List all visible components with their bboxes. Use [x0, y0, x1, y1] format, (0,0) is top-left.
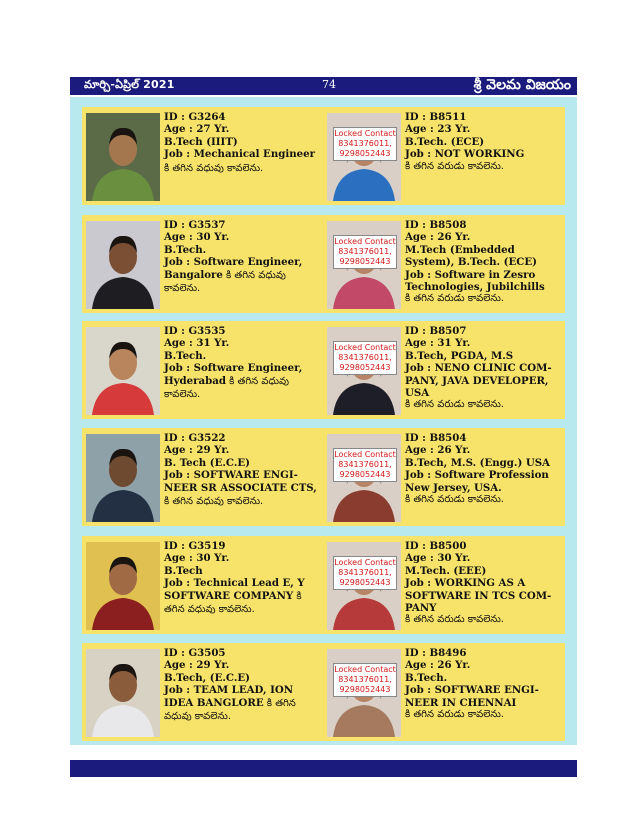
locked-contact-badge — [333, 341, 397, 375]
profile-age: Age : 26 Yr. — [405, 659, 471, 672]
profile-request: కి తగిన వరుడు కావలెను. — [405, 399, 504, 411]
profile-id: ID : G3519 — [164, 540, 226, 552]
profile-request: కి తగిన వరుడు కావలెను. — [405, 494, 504, 506]
locked-contact-line3: 9298052443 — [339, 257, 391, 266]
locked-contact-line2: 8341376011, — [338, 460, 392, 469]
bride-photo — [327, 221, 401, 309]
profile-job-line — [164, 362, 321, 401]
listings-panel — [70, 97, 577, 745]
locked-contact-badge — [333, 556, 397, 590]
groom-card — [82, 107, 324, 205]
profile-job: Job : NENO CLINIC COM-PANY, JAVA DEVELOPER, USA — [405, 362, 552, 400]
bride-card — [323, 643, 565, 741]
profile-job-line — [164, 469, 321, 508]
profile-age: Age : 29 Yr. — [164, 444, 230, 457]
profile-job-line — [164, 256, 321, 295]
issue-date: మార్చి-ఏప్రిల్ 2021 — [84, 78, 175, 91]
profile-job: Job : SOFTWARE ENGI-NEER SR ASSOCIATE CTS, — [164, 469, 317, 494]
profile-job-line — [164, 577, 321, 616]
profile-info — [405, 111, 562, 173]
page-header — [70, 77, 577, 95]
profile-request: కి తగిన వరుడు కావలెను. — [405, 614, 504, 626]
profile-age: Age : 30 Yr. — [405, 552, 471, 565]
profile-id: ID : B8511 — [405, 111, 467, 123]
profile-education: B.Tech — [164, 564, 203, 577]
bride-card — [323, 215, 565, 313]
profile-education: B.Tech. — [164, 349, 207, 362]
profile-age: Age : 30 Yr. — [164, 552, 230, 565]
profile-job-line — [405, 269, 562, 294]
profile-id: ID : G3264 — [164, 111, 226, 123]
profile-request: కి తగిన వధువు కావలెను. — [164, 375, 289, 401]
profile-info — [405, 432, 562, 506]
profile-id: ID : G3505 — [164, 647, 226, 659]
profile-job: Job : NOT WORKING — [405, 148, 525, 161]
locked-contact-line3: 9298052443 — [339, 685, 391, 694]
locked-contact-line1: Locked Contact — [334, 129, 396, 138]
profile-request: కి తగిన వధువు కావలెను. — [164, 269, 286, 295]
locked-contact-badge — [333, 663, 397, 697]
profile-info — [164, 219, 321, 295]
profile-age: Age : 30 Yr. — [164, 231, 230, 244]
profile-age: Age : 31 Yr. — [405, 337, 471, 350]
profile-job: Job : SOFTWARE ENGI-NEER IN CHENNAI — [405, 684, 539, 709]
profile-request: కి తగిన వధువు కావలెను. — [164, 162, 264, 174]
profile-info — [164, 111, 321, 175]
profile-job-line — [405, 148, 562, 160]
profile-education: B.Tech (IIIT) — [164, 135, 238, 148]
locked-contact-line3: 9298052443 — [339, 470, 391, 479]
profile-job: Job : WORKING AS A SOFTWARE IN TCS COM-PANY — [405, 577, 552, 615]
bride-card — [323, 536, 565, 634]
locked-contact-line3: 9298052443 — [339, 363, 391, 372]
profile-id: ID : G3522 — [164, 432, 226, 444]
page-number: 74 — [322, 78, 336, 91]
profile-job-line — [164, 684, 321, 723]
locked-contact-line2: 8341376011, — [338, 353, 392, 362]
profile-job-line — [405, 577, 562, 614]
locked-contact-line2: 8341376011, — [338, 675, 392, 684]
profile-job-line — [405, 469, 562, 494]
profile-info — [405, 647, 562, 721]
bride-card — [323, 428, 565, 526]
profile-info — [164, 432, 321, 508]
bride-photo — [327, 327, 401, 415]
locked-contact-badge — [333, 127, 397, 161]
groom-card — [82, 428, 324, 526]
groom-photo — [86, 113, 160, 201]
profile-info — [405, 540, 562, 627]
locked-contact-line1: Locked Contact — [334, 665, 396, 674]
profile-request: కి తగిన వధువు కావలెను. — [164, 496, 264, 508]
locked-contact-line3: 9298052443 — [339, 149, 391, 158]
locked-contact-line1: Locked Contact — [334, 343, 396, 352]
profile-job-line — [164, 148, 321, 175]
profile-age: Age : 31 Yr. — [164, 337, 230, 350]
profile-info — [164, 540, 321, 616]
profile-id: ID : G3535 — [164, 325, 226, 337]
groom-card — [82, 215, 324, 313]
profile-info — [405, 325, 562, 412]
profile-request: కి తగిన వరుడు కావలెను. — [405, 293, 504, 305]
profile-job: Job : TEAM LEAD, ION IDEA BANGLORE — [164, 684, 294, 709]
profile-job: Job : Software Profession New Jersey, USA. — [405, 469, 549, 494]
profile-id: ID : B8504 — [405, 432, 467, 444]
profile-id: ID : B8496 — [405, 647, 467, 659]
profile-education: M.Tech. (EEE) — [405, 564, 487, 577]
profile-job: Job : Software Engineer, Hyderabad — [164, 362, 303, 387]
profile-info — [164, 647, 321, 723]
profile-education: B.Tech, (E.C.E) — [164, 671, 250, 684]
locked-contact-line2: 8341376011, — [338, 247, 392, 256]
groom-photo — [86, 434, 160, 522]
profile-request: కి తగిన వరుడు కావలెను. — [405, 160, 504, 172]
bride-card — [323, 321, 565, 419]
profile-education: B.Tech. — [164, 243, 207, 256]
profile-job: Job : Mechanical Engineer — [164, 148, 315, 161]
profile-info — [405, 219, 562, 306]
locked-contact-line2: 8341376011, — [338, 568, 392, 577]
groom-card — [82, 536, 324, 634]
groom-photo — [86, 327, 160, 415]
profile-education: B. Tech (E.C.E) — [164, 456, 250, 469]
profile-job: Job : Software Engineer, Bangalore — [164, 256, 303, 281]
locked-contact-line1: Locked Contact — [334, 237, 396, 246]
profile-request: కి తగిన వధువు కావలెను. — [164, 697, 296, 723]
profile-job: Job : Software in Zesro Technologies, Jubilchills — [405, 268, 545, 294]
profile-education: B.Tech, PGDA, M.S — [405, 349, 514, 362]
profile-job-line — [405, 362, 562, 399]
groom-photo — [86, 649, 160, 737]
profile-request: కి తగిన వరుడు కావలెను. — [405, 709, 504, 721]
profile-job-line — [405, 684, 562, 709]
groom-card — [82, 321, 324, 419]
profile-education: B.Tech. — [405, 671, 448, 684]
profile-age: Age : 27 Yr. — [164, 123, 230, 136]
profile-education: B.Tech. (ECE) — [405, 135, 485, 148]
profile-age: Age : 29 Yr. — [164, 659, 230, 672]
profile-id: ID : B8500 — [405, 540, 467, 552]
profile-info — [164, 325, 321, 401]
locked-contact-badge — [333, 235, 397, 269]
profile-request: కి తగిన వధువు కావలెను. — [164, 590, 302, 616]
bride-photo — [327, 434, 401, 522]
groom-photo — [86, 542, 160, 630]
magazine-title: శ్రీ వెలమ విజయం — [473, 76, 571, 93]
page-footer-bar — [70, 760, 577, 777]
profile-education: M.Tech (Embedded System), B.Tech. (ECE) — [405, 243, 537, 269]
groom-card — [82, 643, 324, 741]
locked-contact-line2: 8341376011, — [338, 139, 392, 148]
bride-photo — [327, 113, 401, 201]
bride-photo — [327, 649, 401, 737]
profile-age: Age : 23 Yr. — [405, 123, 471, 136]
profile-id: ID : B8508 — [405, 219, 467, 231]
bride-card — [323, 107, 565, 205]
profile-id: ID : B8507 — [405, 325, 467, 337]
profile-age: Age : 26 Yr. — [405, 231, 471, 244]
profile-job: Job : Technical Lead E, Y SOFTWARE COMPANY — [164, 577, 305, 602]
profile-id: ID : G3537 — [164, 219, 226, 231]
locked-contact-line1: Locked Contact — [334, 558, 396, 567]
profile-age: Age : 26 Yr. — [405, 444, 471, 457]
locked-contact-line3: 9298052443 — [339, 578, 391, 587]
bride-photo — [327, 542, 401, 630]
locked-contact-badge — [333, 448, 397, 482]
profile-education: B.Tech, M.S. (Engg.) USA — [405, 456, 550, 469]
locked-contact-line1: Locked Contact — [334, 450, 396, 459]
groom-photo — [86, 221, 160, 309]
